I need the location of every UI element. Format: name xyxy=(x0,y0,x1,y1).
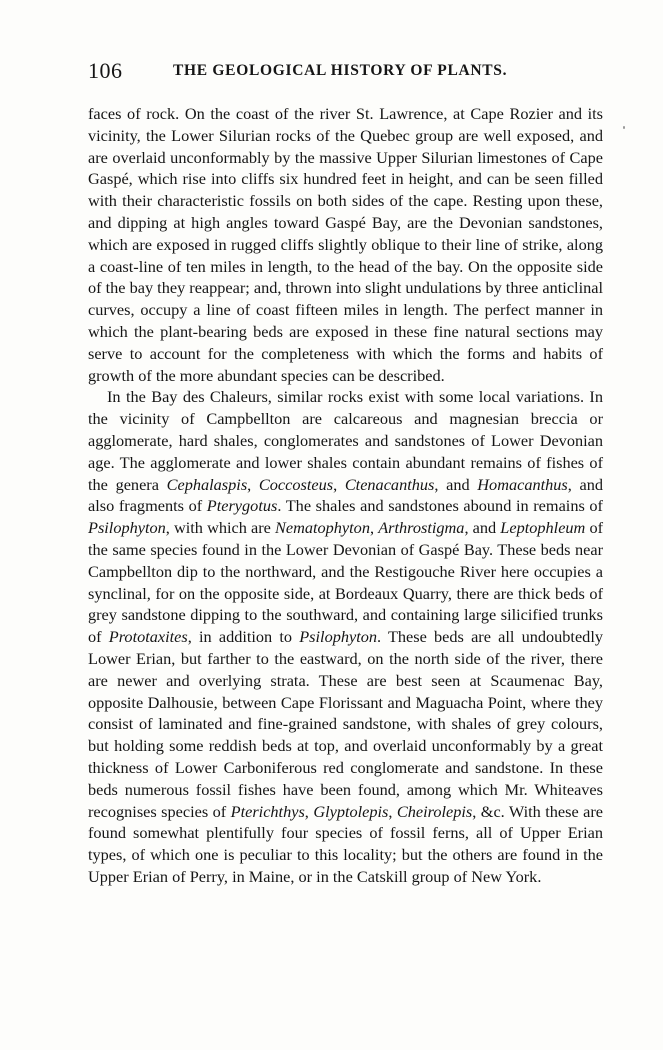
italic-run: Nematophyton xyxy=(275,518,370,538)
italic-run: Pterygotus xyxy=(206,496,278,516)
text-run: , xyxy=(333,474,345,494)
text-run: . The shales and sandstones abound in remains of xyxy=(277,496,603,516)
text-run: , xyxy=(369,518,379,538)
italic-run: Prototaxites xyxy=(108,627,188,647)
italic-run: Homacanthus xyxy=(477,474,568,494)
text-run: , and xyxy=(464,518,501,538)
italic-run: Psilophyton xyxy=(88,518,166,538)
text-run: of the same species found in the Lower Devonian of Gaspé Bay. These beds near Campbellton dip to the northward, and the Restigouche River here occupies a synclinal, for on the opposite side, at Bordeaux Quarry, there are thick beds of grey sandstone dipping to the southward, and containing large silicified trunks of xyxy=(88,518,604,647)
text-run: , and xyxy=(434,474,478,494)
text-run: , in addition to xyxy=(187,627,300,647)
running-head xyxy=(88,58,528,88)
text-run: , xyxy=(388,801,397,821)
running-title: THE GEOLOGICAL HISTORY OF PLANTS. xyxy=(173,62,508,79)
text-run: , with which are xyxy=(165,518,275,538)
text-run: , &c. With these are found somewhat plentifully four species of fossil ferns, all of Upper Erian types, of which one is peculiar to this locality; but the others are found in the Upper Erian of Perry, in Maine, or in the Catskill group of New York. xyxy=(88,801,604,886)
italic-run: Ctenacanthus xyxy=(344,474,435,494)
italic-run: Glyptolepis xyxy=(313,801,389,821)
italic-run: Arthrostigma xyxy=(378,518,465,538)
italic-run: Cephalaspis xyxy=(166,474,248,494)
text-run: . These beds are all undoubtedly Lower Erian, but farther to the eastward, on the north side of the river, there are newer and overlying strata. These are best seen at Scaumenac Bay, opposite Dalhousie, between Cape Florissant and Maguacha Point, where they consist of laminated and fine-grained sandstone, with shales of grey colours, but holding some reddish beds at top, and overlaid unconformably by a great thickness of Lower Carboniferous red conglomerate and sandstone. In these beds numerous fossil fishes have been found, among which Mr. Whiteaves recognises species of xyxy=(88,627,603,821)
paragraph-1 xyxy=(88,103,603,386)
text-run: In the Bay des Chaleurs, similar rocks exist with some local variations. In the vicinity of Campbellton are calcareous and magnesian breccia or agglomerate, hard shales, conglomerates and sandstones of Lower Devonian age. The agglomerate and lower shales contain abundant remains of fishes of the genera xyxy=(88,387,603,494)
text-run: , and also fragments of xyxy=(88,474,604,516)
text-run: , xyxy=(304,801,314,821)
page-speck xyxy=(623,126,625,129)
italic-run: Coccosteus xyxy=(258,474,334,494)
italic-run: Psilophyton xyxy=(299,627,378,647)
body-text xyxy=(88,103,603,888)
italic-run: Pterichthys xyxy=(230,801,305,821)
text-run: , xyxy=(247,474,259,494)
italic-run: Leptophleum xyxy=(500,518,586,538)
paragraph-2 xyxy=(88,386,603,887)
page-number: 106 xyxy=(88,58,123,83)
text-run: faces of rock. On the coast of the river St. Lawrence, at Cape Rozier and its vicinity, the Lower Silurian rocks of the Quebec group are well exposed, and are overlaid unconformably by the massive Upper Silurian limestones of Cape Gaspé, which rise into cliffs six hundred feet in height, and can be seen filled with their characteristic fossils on both sides of the cape. Resting upon these, and dipping at high angles toward Gaspé Bay, are the Devonian sandstones, which are exposed in rugged cliffs slightly oblique to their line of strike, along a coast-line of ten miles in length, to the head of the bay. On the opposite side of the bay they reappear; and, thrown into slight undulations by three anticlinal curves, occupy a line of coast fifteen miles in length. The perfect manner in which the plant-bearing beds are exposed in these fine natural sections may serve to account for the completeness with which the forms and habits of growth of the more abundant species can be described. xyxy=(88,104,603,385)
italic-run: Cheirolepis xyxy=(396,801,473,821)
